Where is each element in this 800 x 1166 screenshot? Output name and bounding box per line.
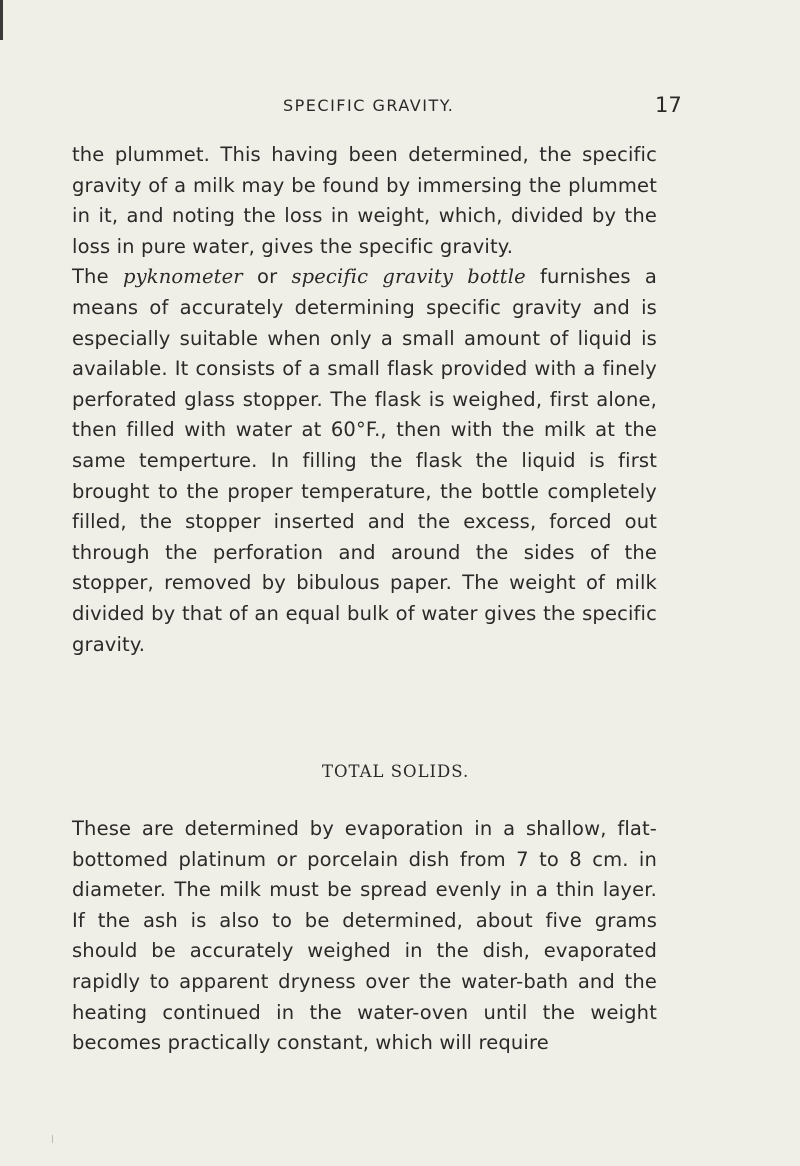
paper-speck	[52, 1135, 57, 1143]
body-text-bottom	[72, 814, 657, 1059]
running-head	[0, 93, 800, 126]
para2-after: furnishes a means of accurately determining specific gravity and is especially suitable when only a small amount of liquid is available. It consists of a small flask provided with a finely perforated glass stopper. The flask is weighed, first alone, then filled with water at 60°F., then with the milk at the same temperture. In filling the flask the liquid is first brought to the proper temperature, the bottle completely filled, the stopper inserted and the excess, forced out through the perforation and around the sides of the stopper, removed by bibulous paper. The weight of milk divided by that of an equal bulk of water gives the specific gravity.	[72, 265, 658, 656]
body-text-top	[72, 140, 657, 660]
term-pyknometer: pyknometer	[122, 265, 243, 289]
para2-before: The	[72, 265, 123, 289]
term-specific-gravity-bottle: specific gravity bottle	[291, 265, 526, 289]
paragraph-plummet: the plummet. This having been determined, the specific gravity of a milk may be found by immersing the plummet in it, and noting the loss in weight, which, divided by the loss in pure water, gives the specific gravity.	[72, 143, 657, 258]
page-number: 17	[655, 93, 682, 117]
paragraph-total-solids: These are determined by evaporation in a shallow, flat-bottomed platinum or porcelain dish from 7 to 8 cm. in diameter. The milk must be spread evenly in a thin layer. If the ash is also to be determined, about five grams should be accurately weighed in the dish, evaporated rapidly to apparent dryness over the water-bath and the heating continued in the water-oven until the weight becomes practically constant, which will require	[72, 817, 657, 1055]
paragraph-pyknometer	[72, 262, 657, 660]
page-edge-mark	[0, 0, 3, 40]
section-heading-text: TOTAL SOLIDS.	[322, 762, 470, 781]
running-title: SPECIFIC GRAVITY.	[283, 96, 455, 115]
para2-mid: or	[242, 265, 292, 289]
